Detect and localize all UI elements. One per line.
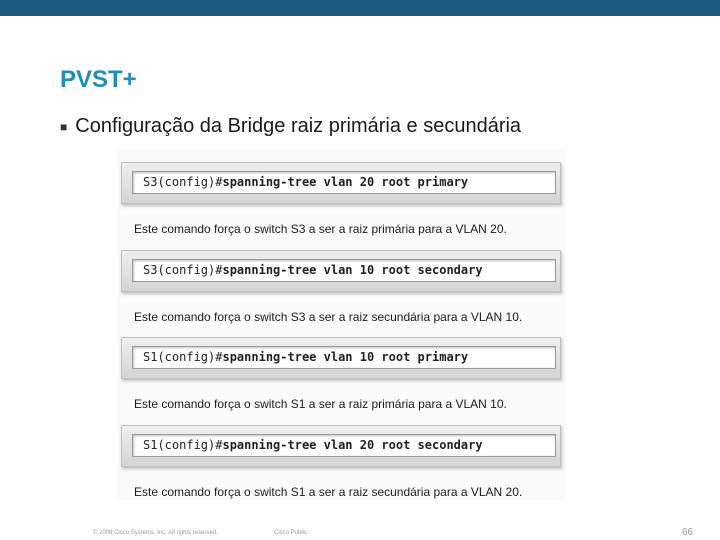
command-frame — [121, 162, 561, 204]
footer-classification: Cisco Public — [274, 530, 308, 536]
command-prompt: S3(config)# — [143, 175, 223, 189]
command-frame — [121, 337, 561, 379]
command-block — [118, 250, 566, 338]
command-line — [132, 346, 556, 369]
command-caption: Este comando força o switch S1 a ser a raiz primária para a VLAN 10. — [134, 397, 507, 411]
command-figure — [118, 150, 566, 500]
page-number: 66 — [682, 527, 694, 538]
page-title: PVST+ — [60, 66, 137, 93]
command-line — [132, 171, 556, 194]
command-caption: Este comando força o switch S3 a ser a raiz primária para a VLAN 20. — [134, 222, 507, 236]
command-caption: Este comando força o switch S3 a ser a raiz secundária para a VLAN 10. — [134, 310, 523, 324]
command-text: spanning-tree vlan 10 root primary — [222, 350, 469, 364]
command-prompt: S1(config)# — [143, 350, 223, 364]
command-line — [132, 434, 556, 457]
top-bar — [0, 0, 720, 16]
command-text: spanning-tree vlan 20 root secondary — [222, 438, 483, 452]
command-block — [118, 162, 566, 250]
command-frame — [121, 250, 561, 292]
command-line — [132, 259, 556, 282]
bullet-text: Configuração da Bridge raiz primária e secundária — [75, 115, 522, 137]
command-block — [118, 425, 566, 513]
command-text: spanning-tree vlan 20 root primary — [222, 175, 469, 189]
bullet-item — [60, 115, 521, 138]
footer-copyright: © 2006 Cisco Systems, Inc. All rights reserved. — [93, 530, 218, 536]
command-caption: Este comando força o switch S1 a ser a raiz secundária para a VLAN 20. — [134, 485, 523, 499]
command-text: spanning-tree vlan 10 root secondary — [222, 263, 483, 277]
command-prompt: S1(config)# — [143, 438, 223, 452]
command-block — [118, 337, 566, 425]
bullet-square-icon: ■ — [60, 119, 68, 134]
command-frame — [121, 425, 561, 467]
command-prompt: S3(config)# — [143, 263, 223, 277]
